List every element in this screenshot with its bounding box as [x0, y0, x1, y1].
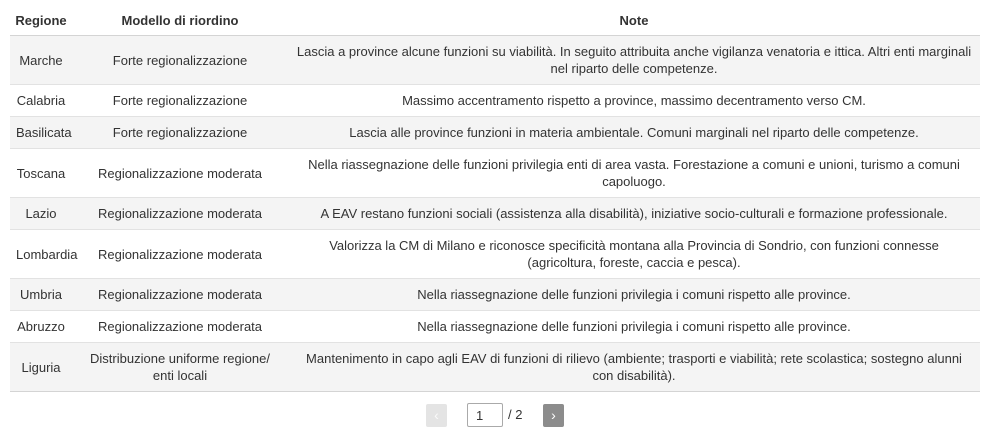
cell-modello: Regionalizzazione moderata: [72, 279, 288, 311]
cell-regione: Lombardia: [10, 230, 72, 279]
next-page-button[interactable]: [543, 404, 564, 427]
chevron-left-icon: ‹: [434, 407, 439, 423]
cell-regione: Calabria: [10, 85, 72, 117]
cell-note: Nella riassegnazione delle funzioni privilegia i comuni rispetto alle province.: [288, 279, 980, 311]
table-row: [10, 149, 980, 198]
table-row: [10, 230, 980, 279]
cell-regione: Abruzzo: [10, 311, 72, 343]
cell-modello: Regionalizzazione moderata: [72, 198, 288, 230]
cell-modello: Forte regionalizzazione: [72, 36, 288, 85]
table-row: [10, 343, 980, 392]
cell-note: Nella riassegnazione delle funzioni privilegia i comuni rispetto alle province.: [288, 311, 980, 343]
cell-note: Lascia alle province funzioni in materia ambientale. Comuni marginali nel riparto delle competenze.: [288, 117, 980, 149]
cell-modello: Regionalizzazione moderata: [72, 230, 288, 279]
cell-note: Mantenimento in capo agli EAV di funzioni di rilievo (ambiente; trasporti e viabilità; rete scolastica; sostegno alunni con disabilità).: [288, 343, 980, 392]
cell-modello: Distribuzione uniforme regione/ enti locali: [72, 343, 288, 392]
column-header-regione[interactable]: Regione: [10, 6, 72, 36]
table-row: [10, 36, 980, 85]
page-number-input[interactable]: [467, 403, 503, 427]
cell-note: Valorizza la CM di Milano e riconosce specificità montana alla Provincia di Sondrio, con funzioni connesse (agricoltura, foreste, caccia e pesca).: [288, 230, 980, 279]
cell-modello: Forte regionalizzazione: [72, 117, 288, 149]
cell-regione: Toscana: [10, 149, 72, 198]
pagination: [0, 403, 1001, 429]
table-row: [10, 279, 980, 311]
cell-modello: Forte regionalizzazione: [72, 85, 288, 117]
cell-regione: Umbria: [10, 279, 72, 311]
cell-regione: Liguria: [10, 343, 72, 392]
table-row: [10, 311, 980, 343]
cell-modello: Regionalizzazione moderata: [72, 311, 288, 343]
table-row: [10, 117, 980, 149]
cell-note: A EAV restano funzioni sociali (assistenza alla disabilità), iniziative socio-culturali e formazione professionale.: [288, 198, 980, 230]
cell-note: Massimo accentramento rispetto a province, massimo decentramento verso CM.: [288, 85, 980, 117]
table-row: [10, 85, 980, 117]
column-header-note[interactable]: Note: [288, 6, 980, 36]
data-table-container: [10, 6, 980, 392]
table-header-row: [10, 6, 980, 36]
column-header-modello[interactable]: Modello di riordino: [72, 6, 288, 36]
cell-note: Nella riassegnazione delle funzioni privilegia enti di area vasta. Forestazione a comuni e unioni, turismo a comuni capoluogo.: [288, 149, 980, 198]
chevron-right-icon: ›: [551, 407, 556, 423]
regions-table: [10, 6, 980, 392]
cell-note: Lascia a province alcune funzioni su viabilità. In seguito attribuita anche vigilanza venatoria e ittica. Altri enti marginali nel riparto delle competenze.: [288, 36, 980, 85]
table-row: [10, 198, 980, 230]
total-pages-label: / 2: [508, 407, 523, 422]
cell-regione: Basilicata: [10, 117, 72, 149]
previous-page-button[interactable]: [426, 404, 447, 427]
cell-regione: Lazio: [10, 198, 72, 230]
cell-modello: Regionalizzazione moderata: [72, 149, 288, 198]
cell-regione: Marche: [10, 36, 72, 85]
